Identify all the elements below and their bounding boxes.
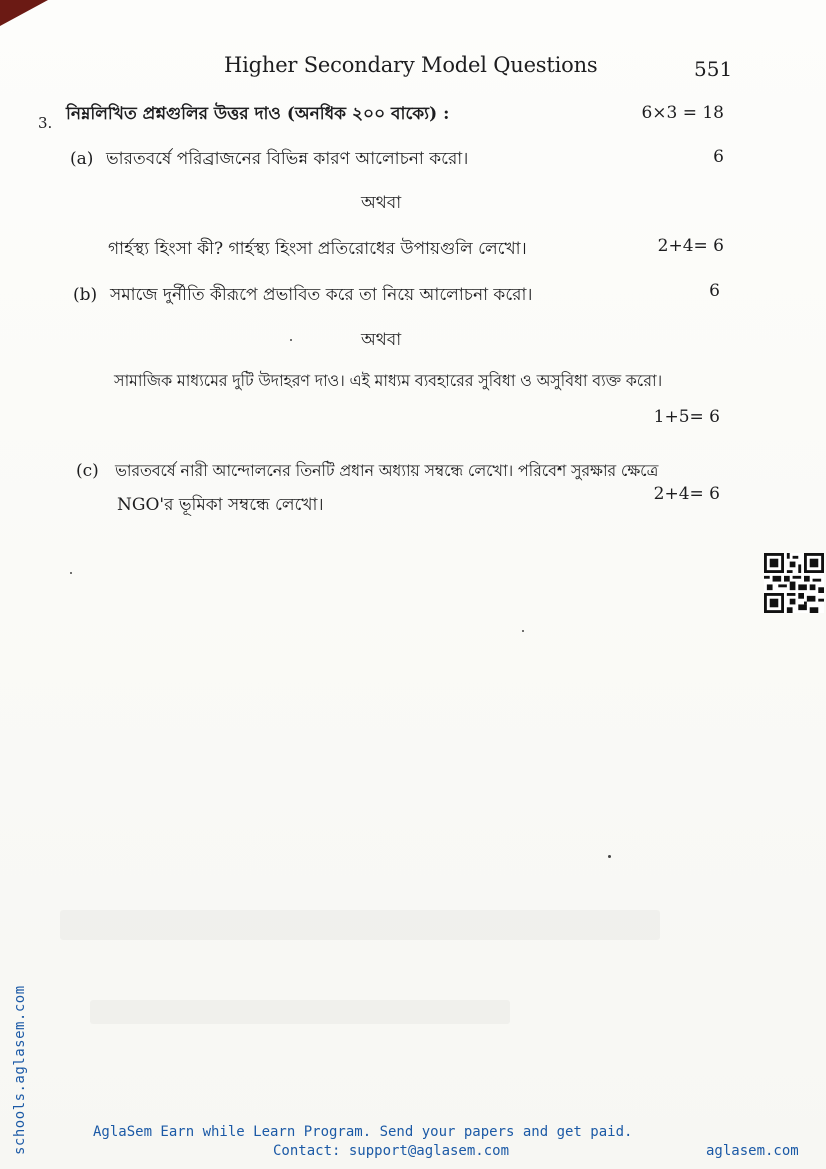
part-label-a: (a) [70,149,94,169]
scan-speck [608,855,611,858]
part-b-alt-marks: 1+5= 6 [653,407,720,427]
footer-watermark-contact: Contact: support@aglasem.com [273,1143,510,1159]
page-number: 551 [694,57,733,81]
footer-watermark-line1: AglaSem Earn while Learn Program. Send your papers and get paid. [93,1124,633,1140]
scan-speck [70,572,72,574]
question-total-marks: 6×3 = 18 [641,103,724,123]
part-c-text-line1: ভারতবর্ষে নারী আন্দোলনের তিনটি প্রধান অধ্যায় সম্বন্ধে লেখো। পরিবেশ সুরক্ষার ক্ষেত্রে [115,461,659,480]
part-a-alt-marks: 2+4= 6 [657,236,724,256]
scan-shadow [90,1000,510,1024]
part-a-text: ভারতবর্ষে পরিব্রাজনের বিভিন্ন কারণ আলোচনা করো। [106,149,469,169]
part-b-alt-text: সামাজিক মাধ্যমের দুটি উদাহরণ দাও। এই মাধ্যম ব্যবহারের সুবিধা ও অসুবিধা ব্যক্ত করো। [114,371,662,390]
part-b-marks: 6 [709,281,720,301]
question-number: 3. [38,114,53,132]
part-c-text-line2: NGO'র ভূমিকা সম্বন্ধে লেখো। [117,495,324,515]
part-label-b: (b) [73,285,98,305]
scan-speck [290,339,292,341]
page-header-title: Higher Secondary Model Questions [224,53,598,77]
or-label: অথবা [361,330,402,350]
page-corner-mark [0,0,48,26]
part-a-marks: 6 [713,147,724,167]
part-b-text: সমাজে দুর্নীতি কীরূপে প্রভাবিত করে তা নিয়ে আলোচনা করো। [110,285,533,305]
part-label-c: (c) [76,461,99,481]
scan-speck [522,630,524,632]
part-c-marks: 2+4= 6 [653,484,720,504]
part-a-alt-text: গার্হস্থ্য হিংসা কী? গার্হস্থ্য হিংসা প্রতিরোধের উপায়গুলি লেখো। [108,239,527,259]
question-instruction: নিম্নলিখিত প্রশ্নগুলির উত্তর দাও (অনধিক ২০০ বাক্যে) : [66,104,450,124]
footer-watermark-site: aglasem.com [706,1143,799,1159]
or-label: অথবা [361,193,402,213]
qr-code-icon [764,553,824,613]
scan-shadow [60,910,660,940]
side-watermark: schools.aglasem.com [12,985,28,1155]
